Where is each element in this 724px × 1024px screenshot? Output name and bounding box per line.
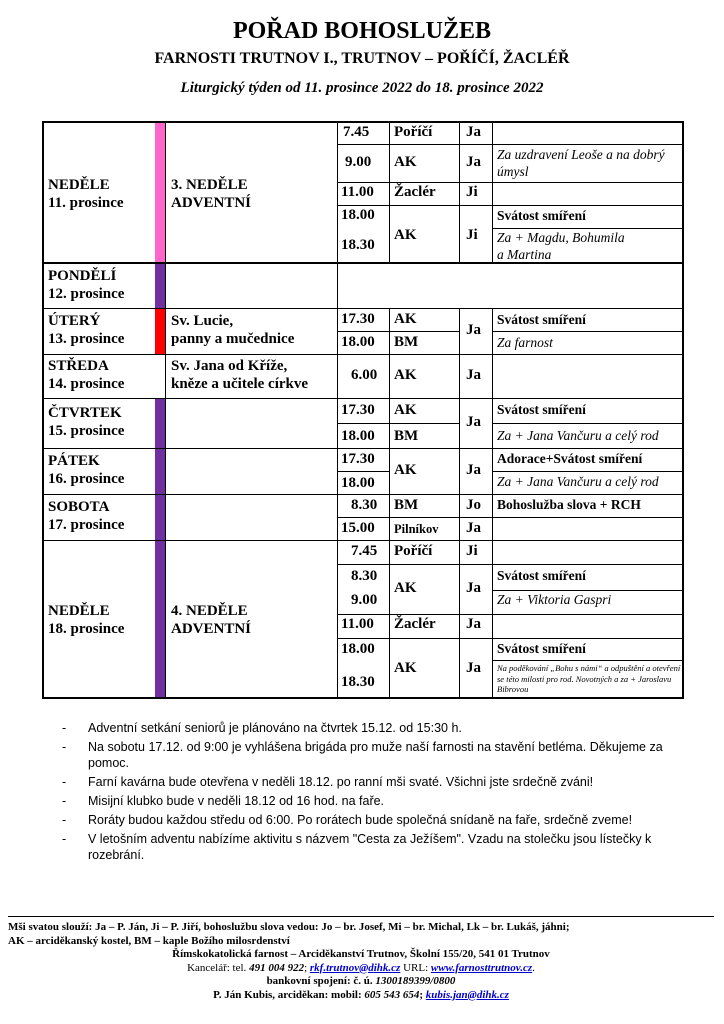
mass-priest: Ja <box>466 660 481 676</box>
mass-place: AK <box>394 402 417 418</box>
mass-priest: Ji <box>466 543 478 559</box>
mass-intention: Za + Viktoria Gaspri <box>497 592 612 607</box>
mass-place: AK <box>394 154 417 170</box>
contact-line: Kancelář: tel. 491 004 922; rkf.trutnov@dihk.cz URL: www.farnosttrutnov.cz. <box>187 961 535 974</box>
announcements <box>62 720 682 866</box>
mass-priest: Ja <box>466 414 481 430</box>
mass-priest: Ji <box>466 227 478 243</box>
mass-intention: Za farnost <box>497 335 553 350</box>
day-label: STŘEDA 14. prosince <box>48 358 125 392</box>
mass-note: Adorace+Svátost smíření <box>497 451 643 466</box>
mass-time: 18.30 <box>341 674 375 690</box>
mass-place: BM <box>394 497 419 513</box>
liturgical-color-bar-violet <box>155 398 165 698</box>
mass-priest: Ja <box>466 322 481 338</box>
mass-place: BM <box>394 334 419 350</box>
day-label: SOBOTA 17. prosince <box>48 499 125 533</box>
bank-account: 1300189399/0800 <box>375 975 456 987</box>
mass-place: Poříčí <box>394 543 433 559</box>
website-link[interactable]: www.farnosttrutnov.cz <box>430 961 533 974</box>
day-label: ČTVRTEK 15. prosince <box>48 405 125 439</box>
day-label: PÁTEK 16. prosince <box>48 453 125 487</box>
mass-time: 18.00 <box>341 207 375 223</box>
mass-priest: Ja <box>466 154 481 170</box>
feast-label: 3. NEDĚLE ADVENTNÍ <box>171 177 252 211</box>
mass-note: Svátost smíření <box>497 402 586 417</box>
mass-time: 17.30 <box>341 402 375 418</box>
day-label: ÚTERÝ 13. prosince <box>48 313 125 347</box>
mass-time: 8.30 <box>351 568 378 584</box>
mass-time: 9.00 <box>345 154 372 170</box>
mass-note: Svátost smíření <box>497 312 586 327</box>
mass-place: AK <box>394 580 417 596</box>
day-label: NEDĚLE 18. prosince <box>48 603 125 637</box>
mass-place: AK <box>394 367 417 383</box>
mass-priest: Jo <box>466 497 481 513</box>
mass-time: 9.00 <box>351 592 378 608</box>
announcement-item: - Roráty budou každou středu od 6:00. Po rorátech bude společná snídaně na faře, srdečně zveme! <box>62 812 682 828</box>
liturgical-color-bar-violet <box>155 262 165 308</box>
mass-place: AK <box>394 311 417 327</box>
page-title: POŘAD BOHOSLUŽEB <box>232 18 492 44</box>
announcement-item: - Farní kavárna bude otevřena v neděli 18.12. po ranní mši svaté. Všichni jste srdečně zváni! <box>62 774 682 790</box>
mass-note: Svátost smíření <box>497 568 586 583</box>
mass-time: 8.30 <box>351 497 378 513</box>
liturgical-color-bar-pink <box>155 122 165 262</box>
mass-intention: Na poděkování „Bohu s námi“ a odpuštění a otevření se této milosti pro rod. Novotných a za + Jaroslavu Bibrovou <box>497 663 681 694</box>
mass-priest: Ja <box>466 580 481 596</box>
mass-place: AK <box>394 227 417 243</box>
email-link[interactable]: rkf.trutnov@dihk.cz <box>309 961 401 974</box>
mass-intention: Za + Jana Vančuru a celý rod <box>497 474 659 489</box>
mass-note: Svátost smíření <box>497 208 586 223</box>
mass-time: 18.00 <box>341 475 375 491</box>
mass-place: Žaclér <box>394 184 436 200</box>
mass-time: 18.30 <box>341 237 375 253</box>
mobile-number: 605 543 654 <box>364 988 420 1001</box>
announcement-item: - Na sobotu 17.12. od 9:00 je vyhlášena brigáda pro muže naší farnosti na stavění betléma. Děkujeme za pomoc. <box>62 739 682 771</box>
feast-label: Sv. Lucie, panny a mučednice <box>171 313 295 347</box>
mass-place: Žaclér <box>394 616 436 632</box>
mass-priest: Ja <box>466 462 481 478</box>
mass-time: 7.45 <box>343 124 370 140</box>
pastor-line: P. Ján Kubis, arciděkan: mobil: 605 543 654; kubis.jan@dihk.cz <box>213 988 509 1001</box>
mass-priest: Ja <box>466 124 481 140</box>
mass-priest: Ja <box>466 616 481 632</box>
mass-time: 11.00 <box>341 616 374 632</box>
feast-label: Sv. Jana od Kříže, kněze a učitele církve <box>171 358 309 392</box>
feast-label: 4. NEDĚLE ADVENTNÍ <box>171 603 252 637</box>
mass-priest: Ja <box>466 367 481 383</box>
mass-time: 18.00 <box>341 641 375 657</box>
day-label: PONDĚLÍ 12. prosince <box>48 268 125 302</box>
day-label: NEDĚLE 11. prosince <box>48 177 124 211</box>
mass-priest: Ja <box>466 520 481 536</box>
mass-time: 18.00 <box>341 428 375 444</box>
mass-intention: Za + Jana Vančuru a celý rod <box>497 428 659 443</box>
mass-place: Pilníkov <box>394 522 439 536</box>
mass-note: Svátost smíření <box>497 641 586 656</box>
mass-time: 11.00 <box>341 184 374 200</box>
mass-time: 17.30 <box>341 451 375 467</box>
mass-place: Poříčí <box>394 124 433 140</box>
mass-intention: Za uzdravení Leoše a na dobrý úmysl <box>497 147 665 179</box>
announcement-item: - Adventní setkání seniorů je plánováno na čtvrtek 15.12. od 15:30 h. <box>62 720 682 736</box>
mass-intention: a Martina <box>497 247 552 262</box>
mass-place: BM <box>394 428 419 444</box>
pastor-email-link[interactable]: kubis.jan@dihk.cz <box>425 988 509 1001</box>
mass-time: 6.00 <box>351 367 378 383</box>
mass-place: AK <box>394 660 417 676</box>
mass-place: AK <box>394 462 417 478</box>
liturgical-color-bar-red <box>155 308 165 354</box>
mass-intention: Za + Magdu, Bohumila <box>497 230 625 245</box>
mass-priest: Ji <box>466 184 478 200</box>
parish-subtitle: FARNOSTI TRUTNOV I., TRUTNOV – POŘÍČÍ, ŽACLÉŘ <box>154 50 570 67</box>
mass-note: Bohoslužba slova + RCH <box>497 497 641 512</box>
announcement-item: - V letošním adventu nabízíme aktivitu s názvem "Cesta za Ježíšem". Vzadu na stolečku jsou lístečky k rozebrání. <box>62 831 682 863</box>
mass-time: 17.30 <box>341 311 375 327</box>
parish-address: Římskokatolická farnost – Arciděkanství Trutnov, Školní 155/20, 541 01 Trutnov <box>172 948 550 960</box>
announcement-item: - Misijní klubko bude v neděli 18.12 od 16 hod. na faře. <box>62 793 682 809</box>
phone-number: 491 004 922 <box>249 961 305 974</box>
mass-time: 7.45 <box>351 543 378 559</box>
mass-time: 18.00 <box>341 334 375 350</box>
legend-priests: Mši svatou slouží: Ja – P. Ján, Ji – P. Jiří, bohoslužbu slova vedou: Jo – br. Josef, Mi – br. Michal, Lk – br. Lukáš, jáhni; <box>8 921 570 933</box>
bank-line: bankovní spojení: č. ú. 1300189399/0800 <box>266 975 456 987</box>
legend-places: AK – arciděkanský kostel, BM – kaple Božího milosrdenství <box>8 934 290 947</box>
footer <box>8 916 714 1002</box>
week-range: Liturgický týden od 11. prosince 2022 do 18. prosince 2022 <box>180 80 544 96</box>
mass-time: 15.00 <box>341 520 375 536</box>
